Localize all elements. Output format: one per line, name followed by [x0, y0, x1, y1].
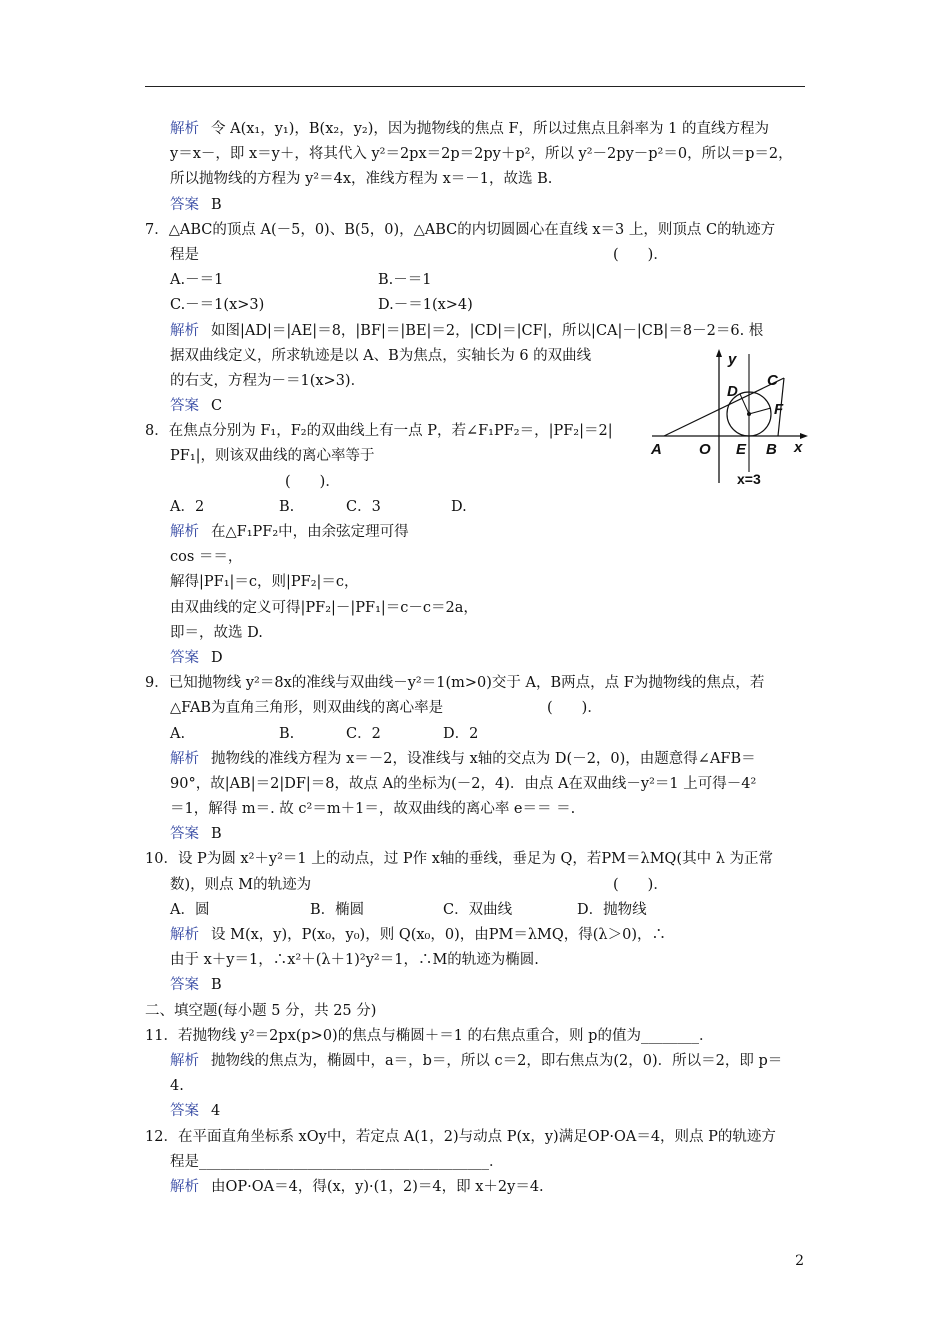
text-line — [145, 847, 810, 872]
answer-bracket: ( )． — [547, 700, 602, 717]
text-line — [145, 722, 810, 747]
text-line — [145, 117, 810, 142]
page-number: 2 — [795, 1253, 804, 1269]
choice-option: D．抛物线 — [577, 901, 647, 918]
text-line — [145, 1024, 810, 1049]
line-text: 抛物线的焦点为，椭圆中，a＝，b＝，所以 c＝2，即右焦点为(2，0)．所以＝2，即 p＝ — [211, 1052, 783, 1069]
section-tag: 答案 — [170, 1103, 199, 1120]
choice-option: A.－＝1 — [170, 272, 224, 289]
line-text: 数)，则点 M的轨迹为 — [170, 876, 312, 893]
line-text: C — [211, 398, 223, 415]
line-text: 令 A(x₁，y₁)，B(x₂，y₂)，因为抛物线的焦点 F，所以过焦点且斜率为 1 的直线方程为 — [211, 121, 769, 137]
incircle-figure — [648, 348, 813, 488]
text-line — [145, 193, 810, 218]
line-text: ( )． — [285, 473, 340, 490]
line-text: 由于 x＋y＝1，∴x²＋(λ＋1)²y²＝1，∴M的轨迹为椭圆. — [170, 952, 539, 969]
text-line — [145, 596, 810, 621]
section-tag: 解析 — [170, 927, 199, 943]
line-text: 10．设 P为圆 x²＋y²＝1 上的动点，过 P作 x轴的垂线，垂足为 Q，若PM＝λMQ(其中 λ 为正常 — [145, 851, 773, 868]
text-line — [145, 1049, 810, 1074]
line-text: 二、填空题(每小题 5 分，共 25 分) — [145, 1002, 377, 1019]
choice-option: D．2 — [443, 725, 479, 742]
text-line — [145, 873, 810, 898]
line-text: D — [211, 649, 223, 666]
header-rule — [145, 86, 805, 87]
choice-option: D.－＝1(x>4) — [378, 297, 473, 314]
line-text: B — [211, 977, 222, 994]
line-text: 9．已知抛物线 y²＝8x的准线与双曲线－y²＝1(m>0)交于 A，B两点，点 F为抛物线的焦点，若 — [145, 675, 765, 692]
line-text: B — [211, 196, 222, 213]
line-text: 在△F₁PF₂中，由余弦定理可得 — [211, 524, 409, 540]
label-e: E — [736, 441, 747, 458]
choice-option: C．双曲线 — [443, 901, 513, 918]
choice-option: B. — [279, 725, 295, 742]
section-tag: 答案 — [170, 649, 199, 666]
line-text: cos ＝＝， — [170, 549, 243, 566]
text-line — [145, 797, 810, 822]
text-line — [145, 545, 810, 570]
text-line — [145, 1175, 810, 1200]
text-line — [145, 671, 810, 696]
choice-option: A. — [170, 725, 186, 742]
line-text: 由双曲线的定义可得|PF₂|－|PF₁|＝c－c＝2a， — [170, 599, 478, 616]
label-y: y — [728, 351, 737, 368]
text-line — [145, 621, 810, 646]
answer-bracket: ( )． — [613, 246, 668, 263]
text-line — [145, 495, 810, 520]
answer-bracket: ( )． — [613, 876, 668, 893]
choice-option: C.－＝1(x>3) — [170, 297, 265, 314]
label-d: D — [727, 383, 738, 400]
line-text: B — [211, 826, 222, 843]
text-line — [145, 898, 810, 923]
line-text: 据双曲线定义，所求轨迹是以 A、B为焦点，实轴长为 6 的双曲线 — [170, 347, 592, 364]
text-line — [145, 973, 810, 998]
line-text: 解得|PF₁|＝c，则|PF₂|＝c， — [170, 574, 359, 591]
label-b: B — [766, 441, 777, 458]
choice-option: B.－＝1 — [378, 272, 432, 289]
section-tag: 答案 — [170, 977, 199, 994]
text-line — [145, 1074, 810, 1099]
line-text: 8．在焦点分别为 F₁，F₂的双曲线上有一点 P，若∠F₁PF₂＝，|PF₂|＝2| — [145, 423, 613, 440]
section-tag: 答案 — [170, 196, 199, 213]
text-line — [145, 319, 810, 344]
choice-option: B．椭圆 — [310, 901, 365, 918]
line-text: △FAB为直角三角形，则双曲线的离心率是 — [170, 700, 444, 717]
choice-option: A．圆 — [170, 901, 210, 918]
line-text: 程是 — [170, 246, 199, 263]
line-text: 的右支，方程为－＝1(x>3)． — [170, 372, 366, 389]
section-tag: 解析 — [170, 1052, 199, 1069]
y-axis-arrow — [716, 349, 722, 357]
label-c: C — [767, 372, 778, 389]
line-text: 即＝，故选 D. — [170, 624, 263, 641]
line-text: 由OP·OA＝4，得(x，y)·(1，2)＝4，即 x＋2y＝4. — [211, 1178, 544, 1195]
line-text: 90°，故|AB|＝2|DF|＝8，故点 A的坐标为(－2，4)．由点 A在双曲线－y²＝1 上可得－4² — [170, 775, 757, 792]
choice-option: D. — [451, 498, 467, 515]
line-text: 4 — [211, 1103, 221, 1120]
line-text: 12．在平面直角坐标系 xOy中，若定点 A(1，2)与动点 P(x，y)满足OP·OA＝4，则点 P的轨迹方 — [145, 1128, 776, 1145]
section-tag: 解析 — [170, 322, 199, 339]
line-text: 抛物线的准线方程为 x＝－2，设准线与 x轴的交点为 D(－2，0)，由题意得∠AFB＝ — [211, 750, 756, 767]
text-line — [145, 293, 810, 318]
label-a: A — [651, 441, 662, 458]
line-text: PF₁|，则该双曲线的离心率等于 — [170, 448, 375, 465]
choice-option: C．3 — [346, 498, 381, 515]
text-line — [145, 948, 810, 973]
text-line — [145, 646, 810, 671]
section-tag: 解析 — [170, 750, 199, 767]
label-f: F — [774, 401, 784, 418]
document-body — [145, 117, 810, 1200]
text-line — [145, 923, 810, 948]
text-line — [145, 1125, 810, 1150]
text-line — [145, 520, 810, 545]
text-line — [145, 999, 810, 1024]
text-line — [145, 268, 810, 293]
radius-f — [749, 408, 771, 414]
choice-option: A．2 — [170, 498, 205, 515]
section-tag: 解析 — [170, 524, 199, 540]
text-line — [145, 747, 810, 772]
section-tag: 解析 — [170, 121, 199, 137]
text-line — [145, 1150, 810, 1175]
line-text: 设 M(x，y)，P(x₀，y₀)，则 Q(x₀，0)，由PM＝λMQ，得(λ＞0)，∴ — [211, 927, 666, 943]
text-line — [145, 822, 810, 847]
line-text: y＝x－，即 x＝y＋，将其代入 y²＝2px＝2p＝2py＋p²，所以 y²－2py－p²＝0，所以＝p＝2， — [170, 146, 793, 163]
text-line — [145, 696, 810, 721]
line-text: 所以抛物线的方程为 y²＝4x，准线方程为 x＝－1，故选 B. — [170, 171, 553, 188]
label-o: O — [699, 441, 711, 458]
text-line — [145, 142, 810, 167]
line-text: ＝1，解得 m＝. 故 c²＝m＋1＝，故双曲线的离心率 e＝＝ ＝. — [170, 801, 576, 818]
line-text: 4. — [170, 1078, 184, 1095]
section-tag: 答案 — [170, 826, 199, 843]
choice-option: C．2 — [346, 725, 381, 742]
line-text: 程是________________________________________． — [170, 1153, 504, 1170]
section-tag: 答案 — [170, 398, 199, 415]
section-tag: 解析 — [170, 1178, 199, 1195]
label-x-equals-3: x=3 — [737, 471, 761, 487]
line-text: 7．△ABC的顶点 A(－5，0)、B(5，0)，△ABC的内切圆圆心在直线 x＝3 上，则顶点 C的轨迹方 — [145, 221, 776, 238]
text-line — [145, 243, 810, 268]
label-x: x — [794, 439, 803, 456]
text-line — [145, 167, 810, 192]
line-text: 如图|AD|＝|AE|＝8，|BF|＝|BE|＝2，|CD|＝|CF|，所以|CA|－|CB|＝8－2＝6. 根 — [211, 322, 764, 339]
line-text: 11．若抛物线 y²＝2px(p>0)的焦点与椭圆＋＝1 的右焦点重合，则 p的值为________． — [145, 1027, 714, 1044]
text-line — [145, 570, 810, 595]
text-line — [145, 772, 810, 797]
choice-option: B. — [279, 498, 295, 515]
text-line — [145, 1099, 810, 1124]
text-line — [145, 218, 810, 243]
